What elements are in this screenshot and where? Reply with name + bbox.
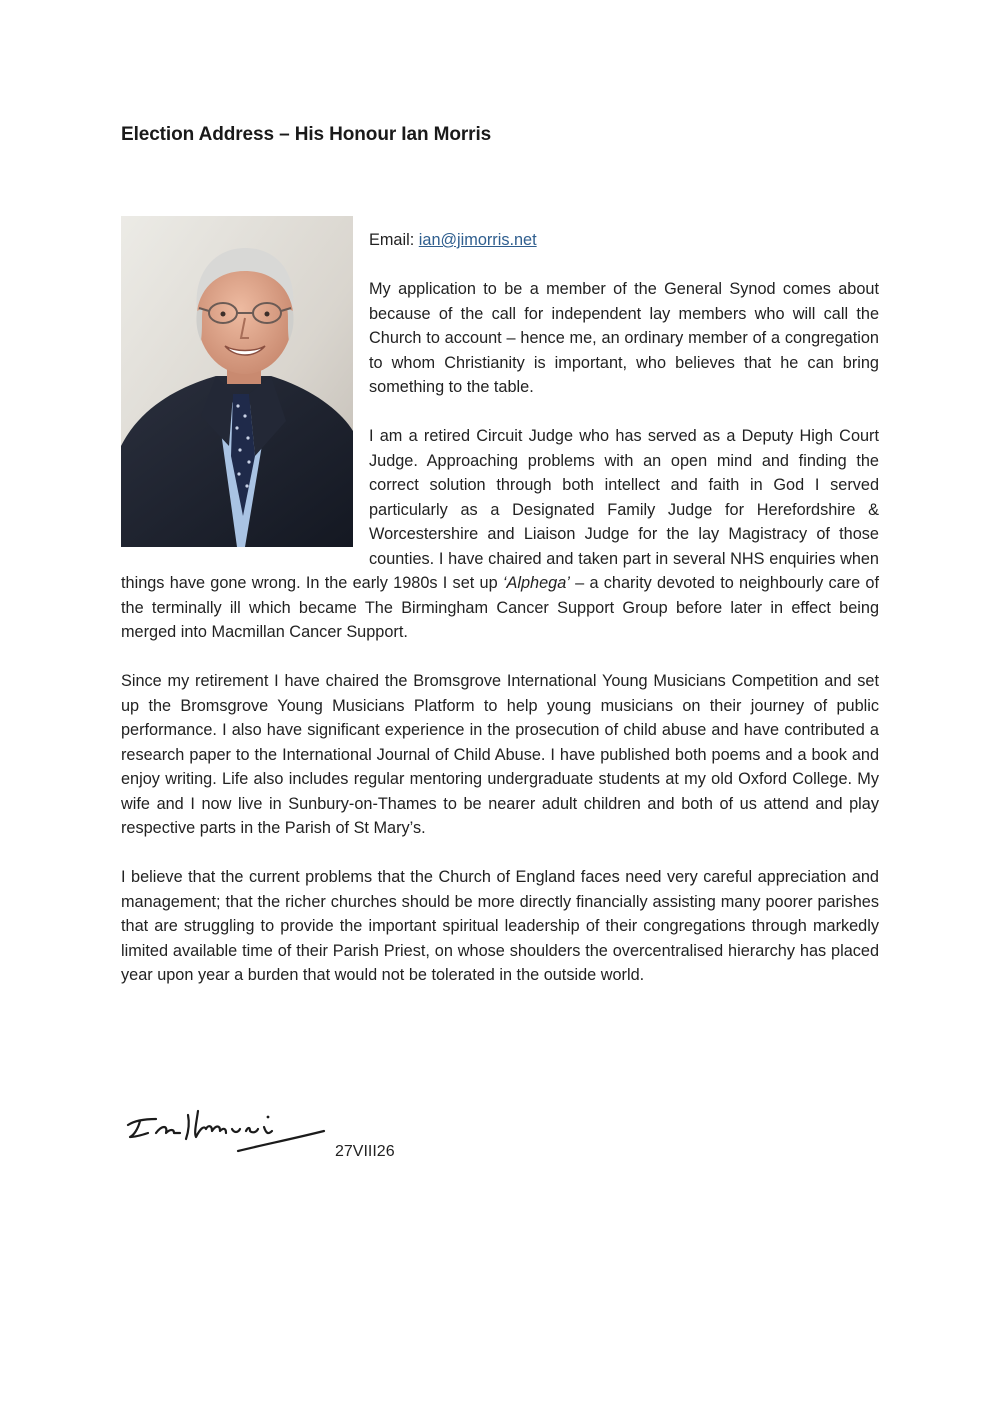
charity-name: ‘Alphega’ (502, 574, 570, 592)
paragraph-judge-before: I am a retired Circuit Judge who has served as a Deputy High Court Judge. Approaching problems with an open mind and finding the correct solution through both intellect and faith in God I served particularly as a Designated Family Judge for Herefordshire & Worcestershire and Liaison Judge for the lay Magistracy of those counties. I have chaired and taken part in several NHS enquiries when things have gone wrong. In the early 1980s I set up (121, 427, 879, 592)
page-title: Election Address – His Honour Ian Morris (121, 124, 492, 145)
paragraph-application: My application to be a member of the General Synod comes about because of the call for independent lay members who will call the Church to account – hence me, an ordinary member of a congregation to whom Christianity is important, who believes that he can bring something to the table. (369, 280, 879, 396)
email-label: Email: (369, 231, 419, 249)
portrait-photo (121, 216, 353, 547)
paragraph-retirement: Since my retirement I have chaired the Bromsgrove International Young Musicians Competition and set up the Bromsgrove Young Musicians Platform to help young musicians on their journey of public performance. I also have significant experience in the prosecution of child abuse and have contributed a research paper to the International Journal of Child Abuse. I have published both poems and a book and enjoy writing. Life also includes regular mentoring undergraduate students at my old Oxford College. My wife and I now live in Sunbury-on-Thames to be nearer adult children and both of us attend and play respective parts in the Parish of St Mary’s. (121, 672, 879, 837)
paragraph-judge-after: – a charity devoted to neighbourly care of the terminally ill which became The Birmingham Cancer Support Group before later in effect being merged into Macmillan Cancer Support. (121, 574, 879, 641)
signature-image (122, 1085, 332, 1160)
paragraph-beliefs: I believe that the current problems that the Church of England faces need very careful appreciation and management; that the richer churches should be more directly financially assisting many poorer parishes that are struggling to provide the important spiritual leadership of their congregations through markedly limited available time of their Parish Priest, on whose shoulders the overcentralised hierarchy has placed year upon year a burden that would not be tolerated in the outside world. (121, 868, 879, 984)
email-link[interactable]: ian@jimorris.net (418, 231, 537, 249)
signature-date: 27VIII26 (335, 1143, 395, 1160)
portrait-illustration (121, 216, 353, 547)
address-body (121, 228, 879, 1012)
